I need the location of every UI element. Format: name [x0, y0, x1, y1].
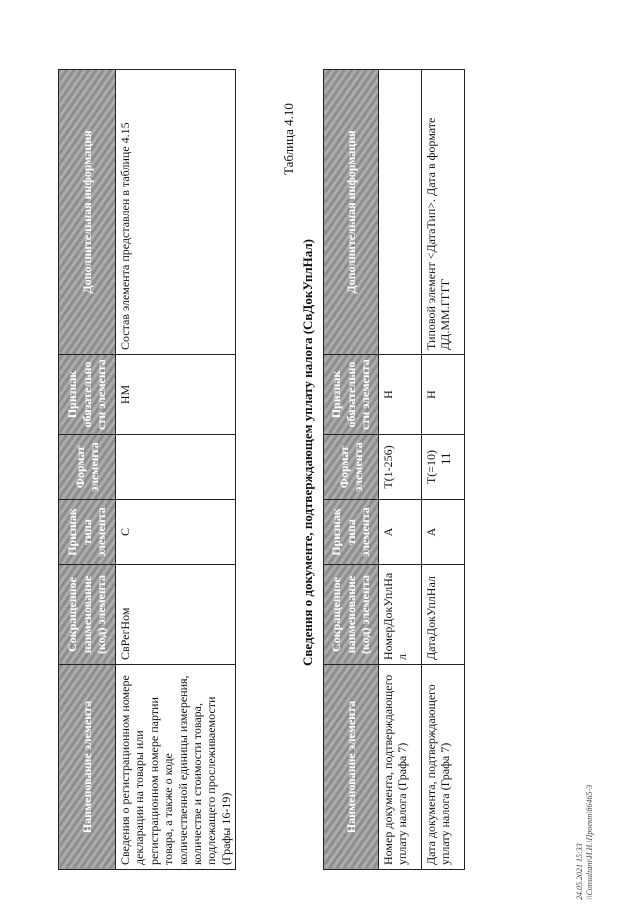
cell: Н [422, 355, 465, 435]
cell [116, 435, 236, 500]
header-cell: Признак обязательности элемента [324, 355, 379, 435]
cell: Сведения о регистрационном номере декларации на товары или регистрационном номере партии товара, а также о коде количественной единицы измерения, количестве и стоимости товара, подлежащего прослеживаемости (Графы 16-19) [116, 665, 236, 870]
footer-stamp [575, 785, 594, 900]
header-cell: Дополнительная информация [324, 70, 379, 355]
header-cell: Сокращенное наименование (код) элемента [59, 565, 116, 665]
header-cell: Наименование элемента [324, 665, 379, 870]
header-cell: Признак типа элемента [59, 500, 116, 565]
header-cell: Дополнительная информация [59, 70, 116, 355]
table-number: Таблица 4.10 [281, 103, 296, 175]
cell: Н [379, 355, 422, 435]
page-number: 11 [438, 452, 453, 465]
cell: СвРегНом [116, 565, 236, 665]
header-cell: Формат элемента [324, 435, 379, 500]
cell: НомерДокУплНал [379, 565, 422, 665]
cell: А [422, 500, 465, 565]
cell: Дата документа, подтверждающего уплату налога (Графа 7) [422, 665, 465, 870]
cell: НМ [116, 355, 236, 435]
header-cell: Признак типа элемента [324, 500, 379, 565]
cell: С [116, 500, 236, 565]
header-cell: Признак обязательности элемента [59, 355, 116, 435]
table-title: Сведения о документе, подтверждающем уплату налога (СвДокУплНал) [300, 239, 315, 666]
table-row [116, 70, 236, 870]
table-row [422, 70, 465, 870]
cell: Т(=10) [422, 435, 465, 500]
cell: Состав элемента представлен в таблице 4.15 [116, 70, 236, 355]
header-cell: Сокращенное наименование (код) элемента [324, 565, 379, 665]
cell: Типовой элемент <ДатаТип>. Дата в формате ДД.ММ.ГГГГ [422, 70, 465, 355]
header-cell: Формат элемента [59, 435, 116, 500]
table-row [379, 70, 422, 870]
footer-path: \\Consultant\И.И.\Проект\86465-3 [584, 784, 594, 900]
continuation-table [58, 69, 236, 870]
cell: Т(1-256) [379, 435, 422, 500]
table-4-10 [323, 69, 465, 870]
cell [379, 70, 422, 355]
cell: ДатаДокУплНал [422, 565, 465, 665]
cell: Номер документа, подтверждающего уплату налога (Графа 7) [379, 665, 422, 870]
table-header-row [59, 70, 116, 870]
table-header-row [324, 70, 379, 870]
footer-date: 24.05.2021 15:33 [575, 843, 584, 900]
cell: А [379, 500, 422, 565]
header-cell: Наименование элемента [59, 665, 116, 870]
